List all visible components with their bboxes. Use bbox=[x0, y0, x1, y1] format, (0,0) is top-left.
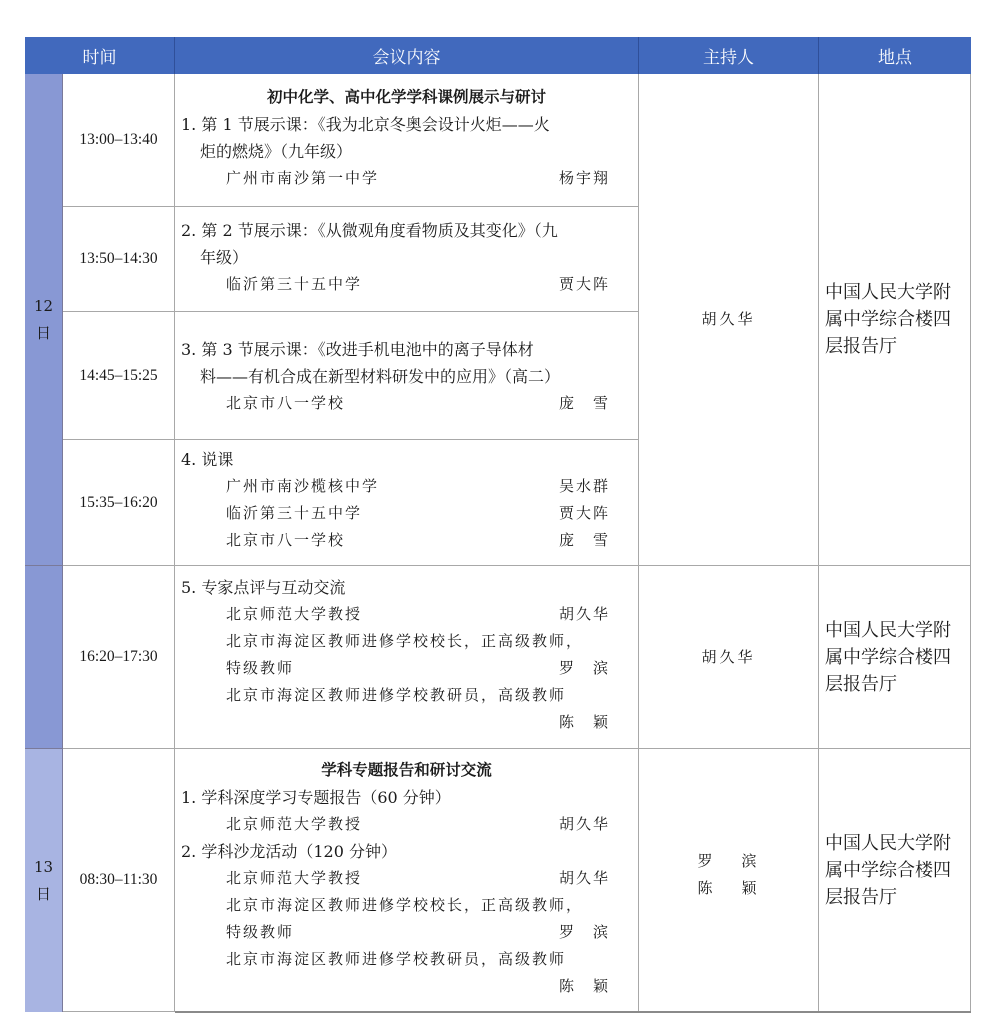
expert-row bbox=[181, 709, 632, 736]
content-line: 4. 说课 bbox=[181, 450, 234, 469]
expert-name: 胡久华 bbox=[558, 605, 610, 623]
presenter-row bbox=[181, 527, 632, 554]
expert-name: 胡久华 bbox=[558, 815, 610, 833]
expert-title-line: 北京市海淀区教师进修学校教研员，高级教师 bbox=[226, 950, 567, 968]
time-cell bbox=[63, 566, 175, 749]
presenter-row bbox=[181, 500, 632, 527]
day-num: 12 bbox=[33, 296, 54, 315]
expert-name: 陈 颖 bbox=[558, 977, 610, 995]
presenter-org: 北京市八一学校 bbox=[226, 531, 346, 549]
content-cell bbox=[175, 749, 639, 1012]
time-text: 16:20–17:30 bbox=[79, 648, 158, 665]
time-text: 13:50–14:30 bbox=[79, 250, 158, 267]
presenter-org: 临沂第三十五中学 bbox=[226, 275, 363, 293]
content-cell bbox=[175, 566, 639, 749]
day-unit: 日 bbox=[35, 884, 51, 903]
expert-org: 特级教师 bbox=[226, 923, 295, 941]
day-unit: 日 bbox=[35, 323, 51, 342]
content-line: 年级） bbox=[200, 248, 249, 267]
presenter-org: 广州市南沙榄核中学 bbox=[226, 477, 380, 495]
time-cell bbox=[63, 74, 175, 207]
presenter-row bbox=[181, 165, 632, 192]
presenter-org: 广州市南沙第一中学 bbox=[226, 169, 380, 187]
header-host: 主持人 bbox=[639, 37, 819, 74]
presenter-org: 北京市八一学校 bbox=[226, 394, 346, 412]
expert-row bbox=[181, 655, 632, 682]
content-line: 3. 第 3 节展示课：《改进手机电池中的离子导体材 bbox=[181, 340, 534, 359]
host-name: 胡久华 bbox=[701, 310, 756, 328]
expert-row bbox=[181, 865, 632, 892]
expert-name: 罗 滨 bbox=[558, 659, 610, 677]
presenter-row bbox=[181, 271, 632, 298]
time-cell bbox=[63, 207, 175, 312]
content-cell bbox=[175, 207, 639, 312]
header-time: 时间 bbox=[25, 37, 175, 74]
expert-org: 特级教师 bbox=[226, 659, 295, 677]
presenter-row bbox=[181, 390, 632, 417]
location-cell bbox=[819, 749, 971, 1012]
expert-org: 北京师范大学教授 bbox=[226, 815, 363, 833]
expert-title-line: 北京市海淀区教师进修学校校长，正高级教师， bbox=[226, 632, 584, 650]
expert-org: 北京师范大学教授 bbox=[226, 869, 363, 887]
presenter-name: 庞 雪 bbox=[558, 394, 610, 412]
time-cell bbox=[63, 749, 175, 1012]
content-line: 5. 专家点评与互动交流 bbox=[181, 578, 346, 597]
header-location: 地点 bbox=[819, 37, 971, 74]
location-text: 中国人民大学附 属中学综合楼四 层报告厅 bbox=[825, 832, 951, 908]
content-cell bbox=[175, 74, 639, 207]
day-num: 13 bbox=[33, 857, 54, 876]
location-text: 中国人民大学附 属中学综合楼四 层报告厅 bbox=[825, 282, 951, 357]
expert-name: 罗 滨 bbox=[558, 923, 610, 941]
expert-row bbox=[181, 973, 632, 1000]
location-text: 中国人民大学附 属中学综合楼四 层报告厅 bbox=[825, 619, 951, 695]
host-name: 胡久华 bbox=[701, 647, 756, 666]
expert-org: 北京师范大学教授 bbox=[226, 605, 363, 623]
presenter-name: 庞 雪 bbox=[558, 531, 610, 549]
section-title: 学科专题报告和研讨交流 bbox=[321, 761, 492, 779]
time-text: 14:45–15:25 bbox=[79, 366, 158, 384]
expert-row bbox=[181, 601, 632, 628]
content-line: 料——有机合成在新型材料研发中的应用》（高二） bbox=[200, 367, 561, 386]
presenter-name: 贾大阵 bbox=[558, 504, 610, 522]
location-cell bbox=[819, 74, 971, 566]
expert-title-line: 北京市海淀区教师进修学校校长，正高级教师， bbox=[226, 896, 584, 914]
section-title: 初中化学、高中化学学科课例展示与研讨 bbox=[266, 88, 546, 106]
content-line: 2. 学科沙龙活动（120 分钟） bbox=[181, 842, 397, 861]
presenter-org: 临沂第三十五中学 bbox=[226, 504, 363, 522]
expert-title-line: 北京市海淀区教师进修学校教研员，高级教师 bbox=[226, 686, 567, 704]
expert-name: 陈 颖 bbox=[558, 713, 610, 731]
time-text: 15:35–16:20 bbox=[79, 493, 158, 511]
content-cell bbox=[175, 312, 639, 440]
host-name: 罗 滨 bbox=[697, 852, 760, 870]
expert-row bbox=[181, 811, 632, 838]
time-text: 08:30–11:30 bbox=[79, 871, 158, 888]
expert-row bbox=[181, 919, 632, 946]
header-content: 会议内容 bbox=[175, 37, 639, 74]
table-bottom-border bbox=[175, 1011, 971, 1013]
time-cell bbox=[63, 312, 175, 440]
location-cell bbox=[819, 566, 971, 749]
presenter-name: 贾大阵 bbox=[558, 275, 610, 293]
day-12-cell bbox=[25, 74, 63, 566]
expert-name: 胡久华 bbox=[558, 869, 610, 887]
day-12-cell-evening bbox=[25, 566, 63, 749]
content-cell bbox=[175, 440, 639, 566]
time-text: 13:00–13:40 bbox=[79, 131, 158, 148]
content-line: 1. 学科深度学习专题报告（60 分钟） bbox=[181, 788, 451, 807]
host-cell bbox=[639, 566, 819, 749]
host-cell bbox=[639, 74, 819, 566]
time-cell bbox=[63, 440, 175, 566]
host-cell bbox=[639, 749, 819, 1012]
presenter-name: 杨宇翔 bbox=[558, 169, 610, 187]
day-13-cell bbox=[25, 749, 63, 1012]
content-line: 炬的燃烧》（九年级） bbox=[200, 142, 353, 161]
presenter-row bbox=[181, 473, 632, 500]
content-line: 2. 第 2 节展示课：《从微观角度看物质及其变化》（九 bbox=[181, 221, 558, 240]
presenter-name: 吴水群 bbox=[558, 477, 610, 495]
host-name: 陈 颖 bbox=[697, 879, 760, 897]
content-line: 1. 第 1 节展示课：《我为北京冬奥会设计火炬——火 bbox=[181, 115, 550, 134]
